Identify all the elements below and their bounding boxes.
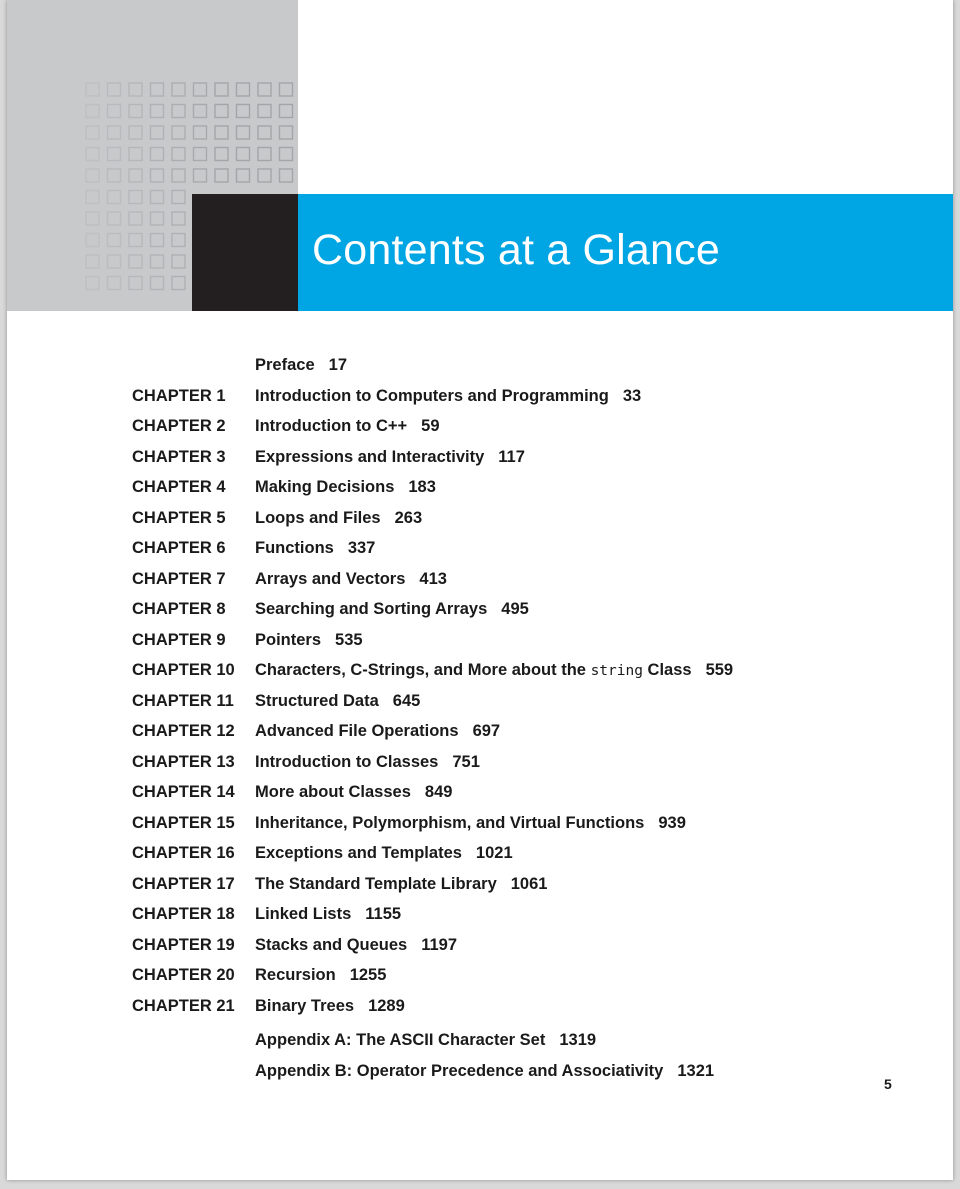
table-of-contents <box>7 0 953 1180</box>
chapter-label: CHAPTER 12 <box>132 722 235 740</box>
chapter-label: CHAPTER 6 <box>132 539 226 557</box>
chapter-label: CHAPTER 7 <box>132 569 226 588</box>
toc-entry <box>255 689 420 713</box>
toc-entry <box>255 475 436 499</box>
chapter-label: CHAPTER 16 <box>132 844 235 862</box>
entry-title: Making Decisions <box>255 478 395 496</box>
toc-entry <box>255 994 405 1018</box>
entry-title: Structured Data <box>255 691 379 710</box>
entry-title: Exceptions and Templates <box>255 844 462 862</box>
entry-page-number: 1197 <box>421 935 458 954</box>
page-title: Contents at a Glance <box>312 226 720 274</box>
chapter-label: CHAPTER 19 <box>132 935 235 954</box>
chapter-label: CHAPTER 13 <box>132 752 235 771</box>
entry-title-suffix: Class <box>647 661 692 679</box>
entry-page-number: 413 <box>419 569 447 588</box>
chapter-label: CHAPTER 17 <box>132 874 235 893</box>
entry-title: Recursion <box>255 966 336 984</box>
entry-page-number: 535 <box>335 630 363 649</box>
toc-entry <box>255 384 641 408</box>
entry-page-number: 1289 <box>368 996 405 1015</box>
entry-title: Appendix A: The ASCII Character Set <box>255 1031 546 1049</box>
entry-page-number: 1321 <box>677 1062 715 1080</box>
chapter-label: CHAPTER 11 <box>132 691 234 710</box>
toc-entry <box>255 750 480 774</box>
toc-entry <box>255 933 457 957</box>
entry-page-number: 939 <box>658 813 686 832</box>
entry-title: Introduction to Computers and Programming <box>255 386 609 405</box>
chapter-label: CHAPTER 4 <box>132 478 226 496</box>
toc-entry <box>255 963 386 987</box>
entry-title: Advanced File Operations <box>255 722 459 740</box>
entry-page-number: 1319 <box>559 1031 597 1049</box>
entry-title: Appendix B: Operator Precedence and Associativity <box>255 1062 664 1080</box>
entry-page-number: 1021 <box>475 844 513 862</box>
toc-entry <box>255 597 529 621</box>
toc-entry <box>255 1028 596 1052</box>
entry-page-number: 751 <box>452 752 480 771</box>
chapter-label: CHAPTER 15 <box>132 813 235 832</box>
toc-entry <box>255 902 401 926</box>
toc-entry <box>255 536 375 560</box>
entry-title: Stacks and Queues <box>255 935 408 954</box>
chapter-label: CHAPTER 18 <box>132 905 235 923</box>
entry-page-number: 117 <box>498 447 525 466</box>
entry-title: Loops and Files <box>255 508 381 527</box>
toc-entry <box>255 414 440 438</box>
document-page <box>7 0 953 1180</box>
entry-page-number: 337 <box>347 539 376 557</box>
entry-title: Introduction to C++ <box>255 417 408 435</box>
entry-title: Searching and Sorting Arrays <box>255 600 488 618</box>
chapter-label: CHAPTER 2 <box>132 417 226 435</box>
chapter-label: CHAPTER 9 <box>132 630 226 649</box>
entry-title: Expressions and Interactivity <box>255 447 485 466</box>
entry-title: Pointers <box>255 630 322 649</box>
entry-title: Introduction to Classes <box>255 752 439 771</box>
chapter-label: CHAPTER 1 <box>132 386 226 405</box>
entry-title: Binary Trees <box>255 996 355 1015</box>
entry-title: The Standard Template Library <box>255 874 497 893</box>
entry-title: Arrays and Vectors <box>255 569 406 588</box>
entry-title-code: string <box>590 663 643 679</box>
toc-entry <box>255 506 422 530</box>
entry-page-number: 559 <box>705 661 734 679</box>
toc-entry <box>255 628 363 652</box>
chapter-label: CHAPTER 20 <box>132 966 235 984</box>
chapter-label: CHAPTER 3 <box>132 447 226 466</box>
entry-page-number: 183 <box>408 478 436 496</box>
toc-entry <box>255 780 452 804</box>
entry-page-number: 849 <box>424 783 453 801</box>
entry-page-number: 495 <box>501 600 529 618</box>
page-number: 5 <box>884 1076 892 1092</box>
entry-title: Preface <box>255 356 315 374</box>
toc-entry <box>255 1059 714 1083</box>
chapter-label: CHAPTER 14 <box>132 783 235 801</box>
entry-title: Functions <box>255 539 334 557</box>
entry-page-number: 263 <box>394 508 423 527</box>
entry-page-number: 1061 <box>510 874 548 893</box>
toc-entry <box>255 811 686 835</box>
toc-entry <box>255 872 547 896</box>
chapter-label: CHAPTER 8 <box>132 600 226 618</box>
entry-page-number: 1155 <box>365 905 402 923</box>
toc-entry <box>255 719 500 743</box>
toc-entry <box>255 841 513 865</box>
entry-page-number: 33 <box>622 386 642 405</box>
entry-page-number: 59 <box>421 417 440 435</box>
entry-page-number: 1255 <box>349 966 387 984</box>
entry-page-number: 697 <box>472 722 501 740</box>
entry-title: Characters, C-Strings, and More about the <box>255 661 586 679</box>
toc-entry <box>255 658 733 683</box>
entry-page-number: 17 <box>328 356 347 374</box>
chapter-label: CHAPTER 21 <box>132 996 235 1015</box>
chapter-label: CHAPTER 10 <box>132 661 235 679</box>
toc-entry <box>255 567 447 591</box>
entry-title: Linked Lists <box>255 905 352 923</box>
entry-title: More about Classes <box>255 783 411 801</box>
toc-entry <box>255 445 525 469</box>
entry-title: Inheritance, Polymorphism, and Virtual Functions <box>255 813 645 832</box>
entry-page-number: 645 <box>392 691 421 710</box>
toc-entry <box>255 353 347 377</box>
chapter-label: CHAPTER 5 <box>132 508 226 527</box>
